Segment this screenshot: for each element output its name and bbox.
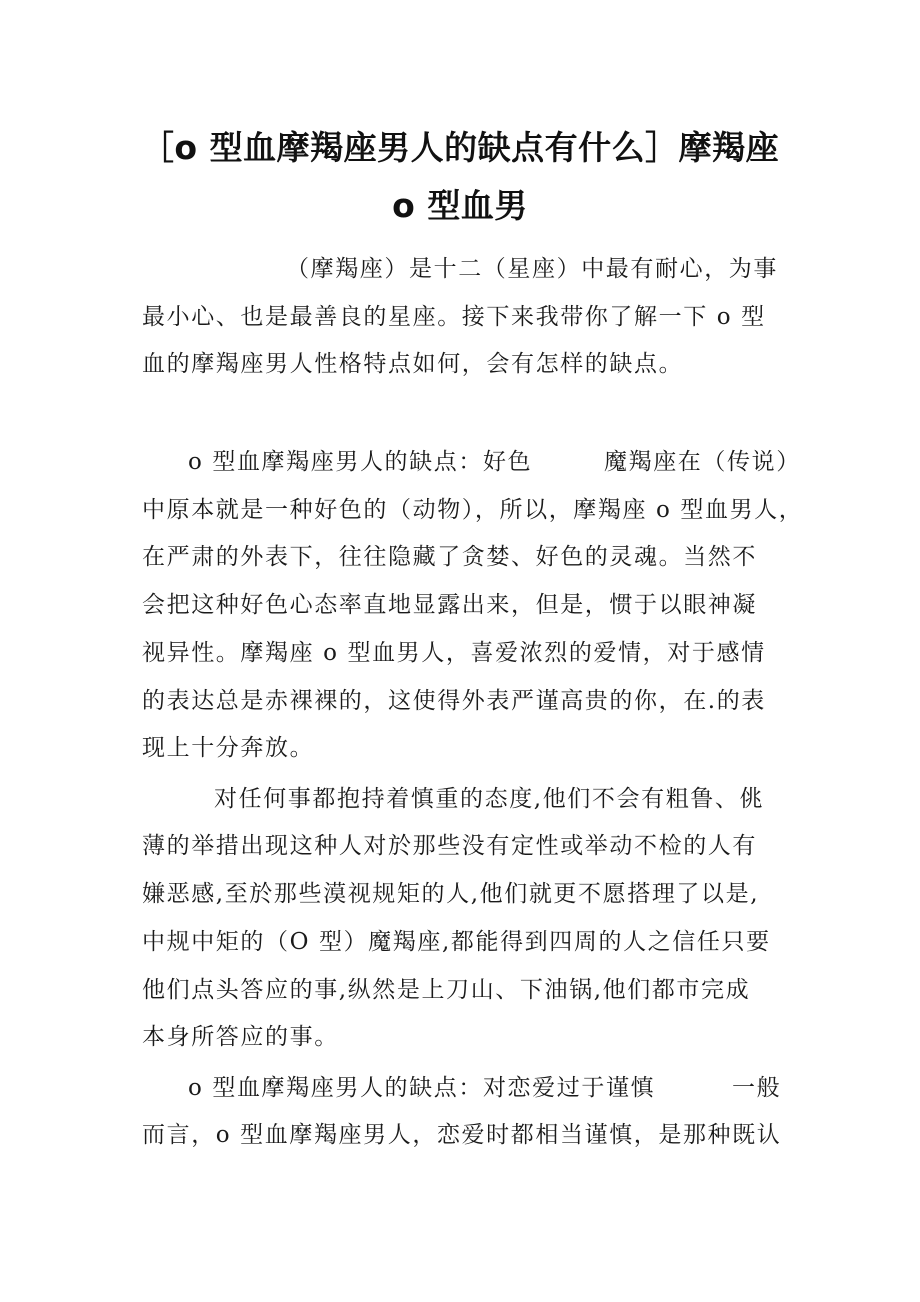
section-heading: o 型血摩羯座男人的缺点：好色 xyxy=(188,449,533,475)
document-title-line-1: ［o 型血摩羯座男人的缺点有什么］摩羯座 xyxy=(140,128,780,167)
paragraph-line: 薄的举措出现这种人对於那些没有定性或举动不检的人有 xyxy=(142,833,757,859)
paragraph-line: 中规中矩的（O 型）魔羯座,都能得到四周的人之信任只要 xyxy=(142,929,771,955)
paragraph-line: 视异性。摩羯座 o 型血男人，喜爱浓烈的爱情，对于感情 xyxy=(142,640,766,666)
paragraph-line: 中原本就是一种好色的（动物），所以，摩羯座 o 型血男人， xyxy=(142,497,804,523)
paragraph-line: 本身所答应的事。 xyxy=(142,1024,339,1050)
paragraph-line: 对任何事都抱持着慎重的态度,他们不会有粗鲁、佻 xyxy=(214,786,765,812)
document-title-line-2: o 型血男 xyxy=(392,186,528,225)
paragraph-line: 会把这种好色心态率直地显露出来，但是，惯于以眼神凝 xyxy=(142,592,757,618)
paragraph-line: 现上十分奔放。 xyxy=(142,735,315,761)
paragraph-line: 而言，o 型血摩羯座男人，恋爱时都相当谨慎，是那种既认 xyxy=(142,1122,782,1148)
paragraph-line: 在严肃的外表下，往往隐藏了贪婪、好色的灵魂。当然不 xyxy=(142,544,757,570)
paragraph-line: 的表达总是赤裸裸的，这使得外表严谨高贵的你，在.的表 xyxy=(142,688,766,714)
paragraph-line: 血的摩羯座男人性格特点如何，会有怎样的缺点。 xyxy=(142,351,684,377)
paragraph-line: （摩羯座）是十二（星座）中最有耐心，为事 xyxy=(286,256,778,282)
paragraph-line: 嫌恶感,至於那些漠视规矩的人,他们就更不愿搭理了以是, xyxy=(142,881,760,907)
section-heading: o 型血摩羯座男人的缺点：对恋爱过于谨慎 xyxy=(188,1075,656,1101)
paragraph-line: 他们点头答应的事,纵然是上刀山、下油锅,他们都市完成 xyxy=(142,977,751,1003)
paragraph-line: 最小心、也是最善良的星座。接下来我带你了解一下 o 型 xyxy=(142,304,766,330)
paragraph-line: 一般 xyxy=(732,1075,782,1101)
paragraph-line: 魔羯座在（传说） xyxy=(604,449,801,475)
